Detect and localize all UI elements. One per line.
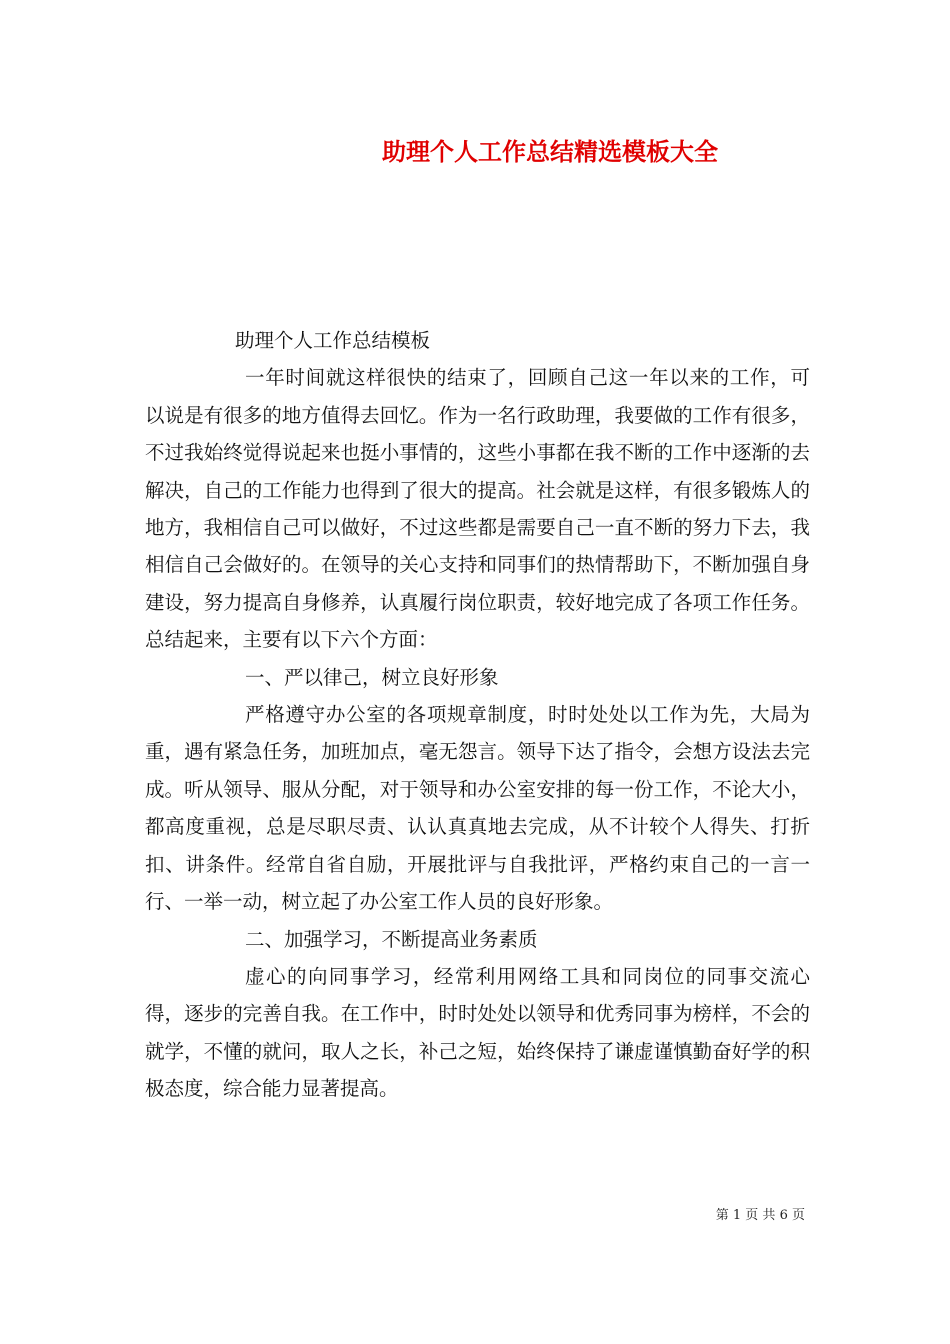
footer-middle: 页 共 (745, 1208, 776, 1223)
footer-prefix: 第 (715, 1208, 729, 1223)
footer-suffix: 页 (791, 1208, 805, 1223)
page-footer (716, 1204, 805, 1223)
section-heading-2: 二、加强学习，不断提高业务素质 (245, 927, 538, 951)
footer-total-pages: 6 (779, 1208, 788, 1223)
section-heading-1: 一、严以律己，树立良好形象 (245, 665, 499, 689)
document-subtitle: 助理个人工作总结模板 (235, 329, 431, 352)
paragraph-section-2: 虚心的向同事学习，经常利用网络工具和同岗位的同事交流心得，逐步的完善自我。在工作中，时时处处以领导和优秀同事为榜样，不会的就学，不懂的就问，取人之长，补己之短，始终保持了谦虚谨慎勤奋好学的积极态度，综合能力显著提高。 (145, 964, 810, 1101)
footer-current-page: 1 (732, 1208, 742, 1223)
paragraph-intro: 一年时间就这样很快的结束了，回顾自己这一年以来的工作，可以说是有很多的地方值得去回忆。作为一名行政助理，我要做的工作有很多，不过我始终觉得说起来也挺小事情的，这些小事都在我不断的工作中逐渐的去解决，自己的工作能力也得到了很大的提高。社会就是这样，有很多锻炼人的地方，我相信自己可以做好，不过这些都是需要自己一直不断的努力下去，我相信自己会做好的。在领导的关心支持和同事们的热情帮助下，不断加强自身建设，努力提高自身修养，认真履行岗位职责，较好地完成了各项工作任务。总结起来，主要有以下六个方面： (145, 366, 810, 652)
paragraph-section-1: 严格遵守办公室的各项规章制度，时时处处以工作为先，大局为重，遇有紧急任务，加班加点，毫无怨言。领导下达了指令，会想方设法去完成。听从领导、服从分配，对于领导和办公室安排的每一份工作，不论大小，都高度重视，总是尽职尽责、认认真真地去完成，从不计较个人得失、打折扣、讲条件。经常自省自励，开展批评与自我批评，严格约束自己的一言一行、一举一动，树立起了办公室工作人员的良好形象。 (145, 703, 810, 914)
document-body (145, 322, 810, 1108)
document-title: 助理个人工作总结精选模板大全 (382, 137, 718, 166)
